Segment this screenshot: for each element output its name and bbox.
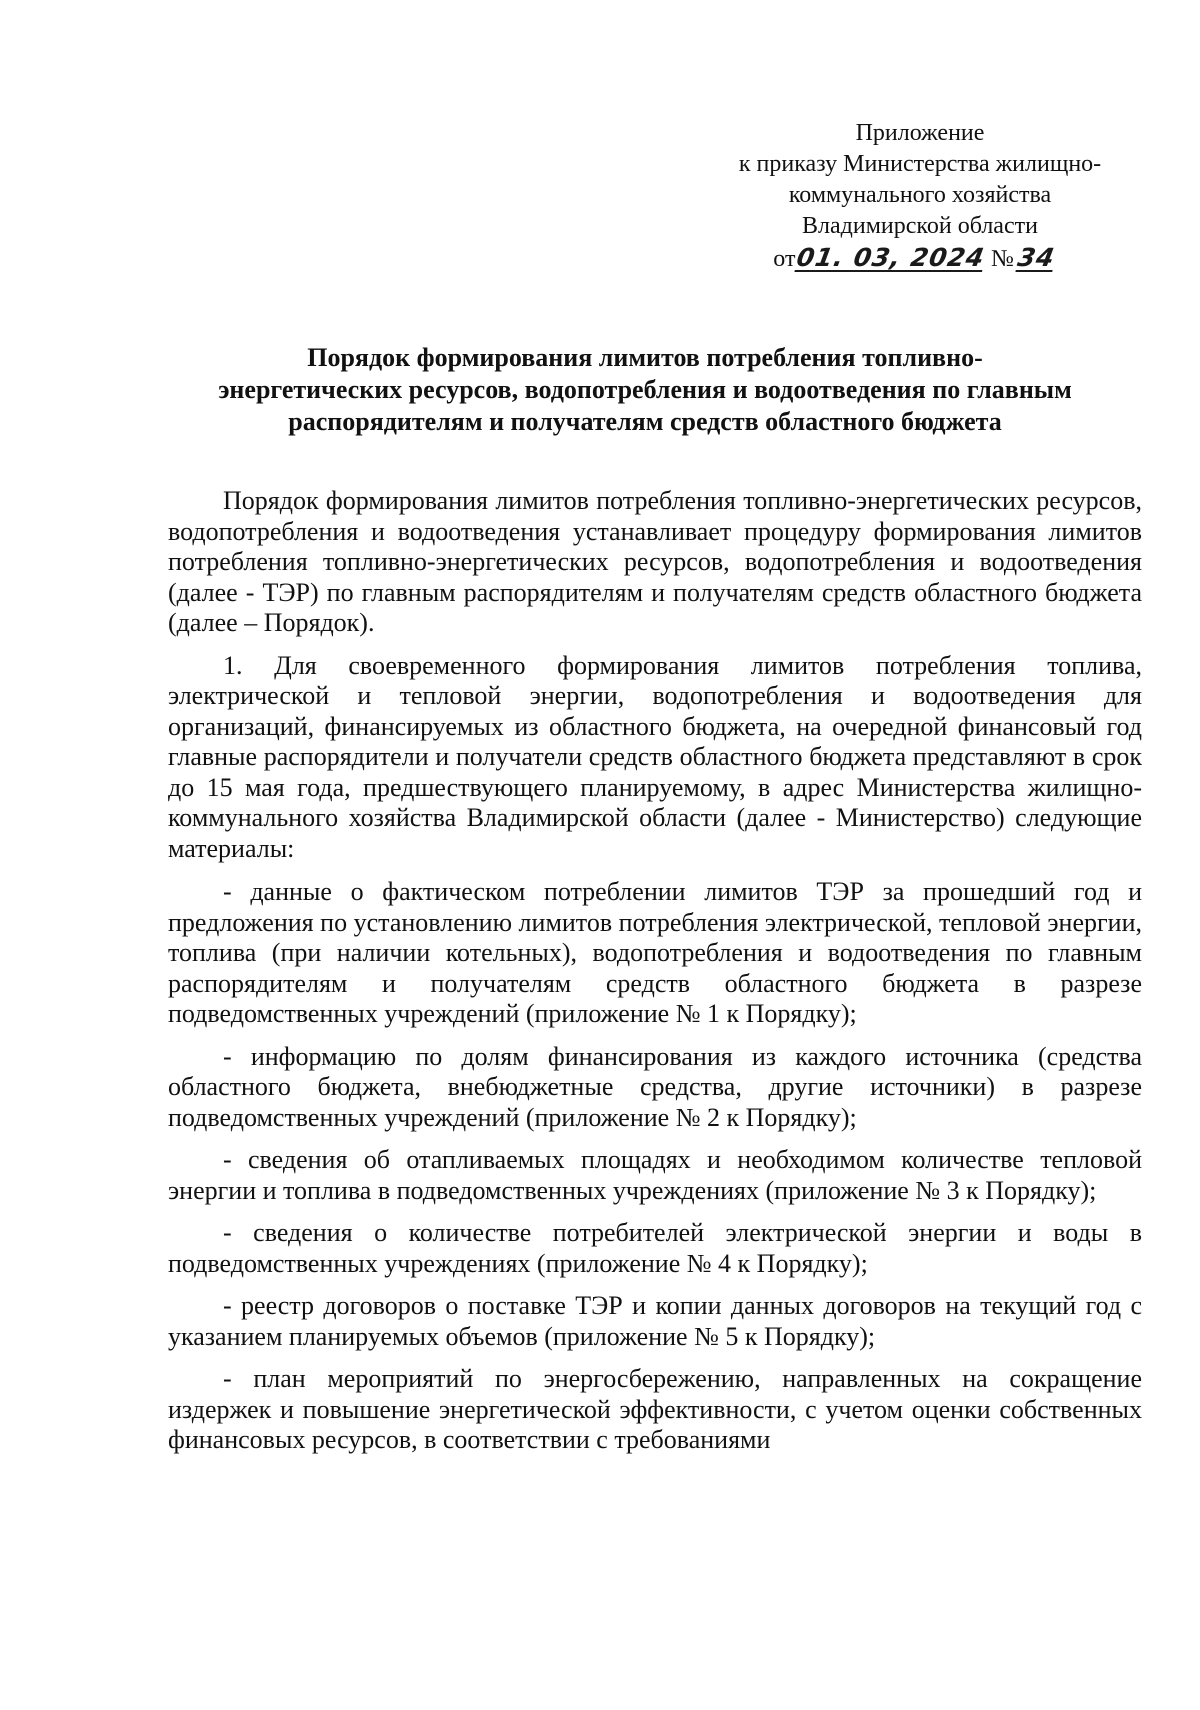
intro-paragraph: Порядок формирования лимитов потребления топливно-энергетических ресурсов, водопотребления и водоотведения устанавливает процедуру формирования лимитов потребления топливно-энергетических ресурсов, водопотребления и водоотведения (далее - ТЭР) по главным распорядителям и получателям средств областного бюджета (далее – Порядок). xyxy=(168,486,1142,637)
bullet-item: - реестр договоров о поставке ТЭР и копии данных договоров на текущий год с указанием планируемых объемов (приложение № 5 к Порядку); xyxy=(168,1291,1142,1351)
title-line-3: распорядителям и получателям средств областного бюджета xyxy=(288,407,1002,436)
appendix-date-line xyxy=(694,242,1134,275)
title-line-1: Порядок формирования лимитов потребления топливно- xyxy=(307,343,983,372)
title-line-2: энергетических ресурсов, водопотребления и водоотведения по главным xyxy=(218,375,1072,404)
handwritten-date: 01. 03, 2024 xyxy=(794,243,988,272)
appendix-ministry-line: коммунального хозяйства xyxy=(788,182,1052,208)
handwritten-number: 34 xyxy=(1015,243,1058,272)
item-1-paragraph: 1. Для своевременного формирования лимитов потребления топлива, электрической и тепловой энергии, водопотребления и водоотведения для организаций, финансируемых из областного бюджета, на очередной финансовый год главные распорядители и получатели средств областного бюджета представляют в срок до 15 мая года, предшествующего планируемому, в адрес Министерства жилищно-коммунального хозяйства Владимирской области (далее - Министерство) следующие материалы: xyxy=(168,650,1142,863)
document-body xyxy=(168,486,1142,1468)
bullet-item: - сведения об отапливаемых площадях и необходимом количестве тепловой энергии и топлива в подведомственных учреждениях (приложение № 3 к Порядку); xyxy=(168,1145,1142,1205)
appendix-region-line: Владимирской области xyxy=(802,213,1038,239)
document-title xyxy=(150,342,1140,438)
appendix-order-line: к приказу Министерства жилищно- xyxy=(738,151,1102,177)
bullet-item: - план мероприятий по энергосбережению, направленных на сокращение издержек и повышение энергетической эффективности, с учетом оценки собственных финансовых ресурсов, в соответствии с требованиями xyxy=(168,1364,1142,1454)
date-prefix: от xyxy=(773,246,796,272)
bullet-item: - сведения о количестве потребителей электрической энергии и воды в подведомственных учреждениях (приложение № 4 к Порядку); xyxy=(168,1218,1142,1278)
appendix-header xyxy=(700,118,1140,275)
number-prefix: № xyxy=(991,246,1014,272)
bullet-item: - данные о фактическом потреблении лимитов ТЭР за прошедший год и предложения по установлению лимитов потребления электрической, тепловой энергии, топлива (при наличии котельных), водопотребления и водоотведения по главным распорядителям и получателям средств областного бюджета в разрезе подведомственных учреждений (приложение № 1 к Порядку); xyxy=(168,877,1142,1028)
appendix-label: Приложение xyxy=(855,120,985,146)
bullet-item: - информацию по долям финансирования из каждого источника (средства областного бюджета, внебюджетные средства, другие источники) в разрезе подведомственных учреждений (приложение № 2 к Порядку); xyxy=(168,1041,1142,1132)
